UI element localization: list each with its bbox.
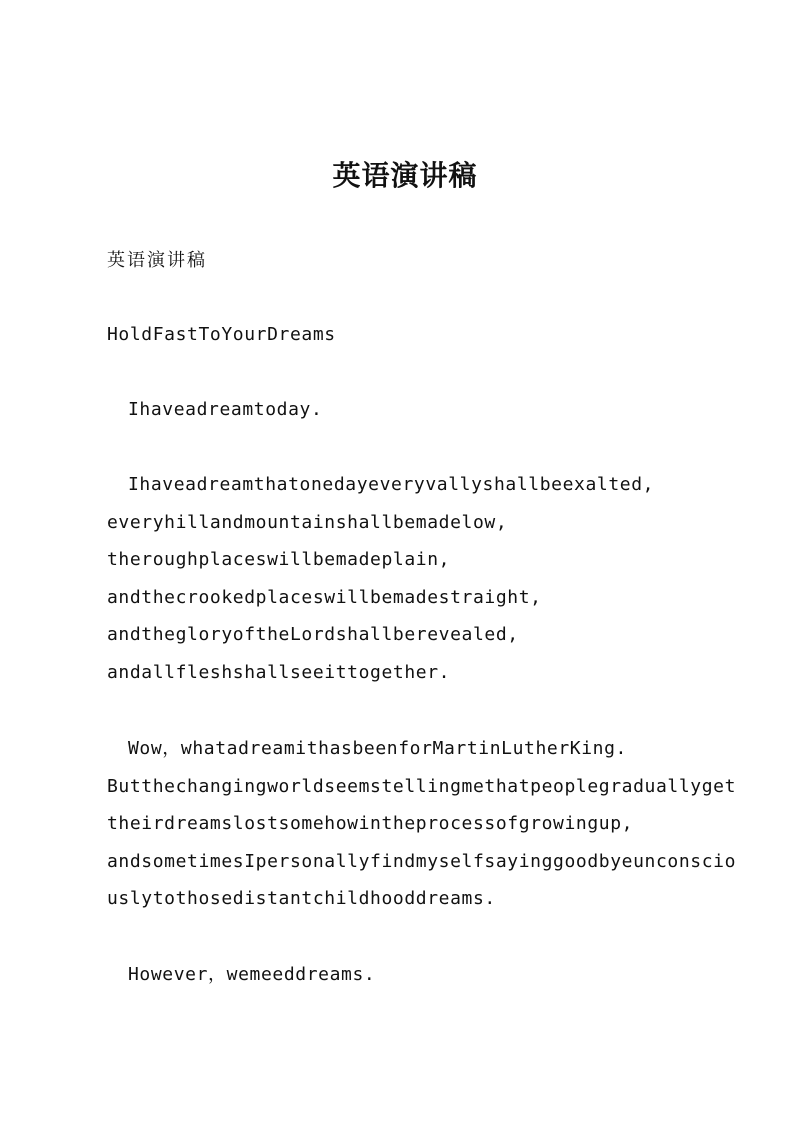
paragraph-3 [107, 730, 737, 918]
paragraph-line: theroughplaceswillbemadeplain, [107, 549, 451, 570]
paragraph-line: However，wemeeddreams. [128, 964, 376, 985]
subtitle-text: 英语演讲稿 [107, 250, 207, 271]
paragraph-line: Ihaveadreamtoday. [128, 399, 323, 420]
paragraph-line: andallfleshshallseeittogether. [107, 661, 451, 683]
paragraph-line: andsometimesIpersonallyfindmyselfsayinggoodbyeunconscio [107, 850, 737, 872]
paragraph-line: Butthechangingworldseemstellingmethatpeoplegraduallyget [107, 775, 737, 797]
paragraph-line: andthecrookedplaceswillbemadestraight, [107, 586, 542, 608]
speech-heading-text: HoldFastToYourDreams [107, 324, 336, 345]
paragraph-line: Wow，whatadreamithasbeenforMartinLutherKing. [128, 738, 627, 759]
paragraph-line: Ihaveadreamthatonedayeveryvallyshallbeexalted, [128, 474, 655, 495]
paragraph-4 [107, 956, 707, 994]
paragraph-line: andthegloryoftheLordshallberevealed, [107, 624, 519, 645]
paragraph-line: theirdreamslostsomehowintheprocessofgrowingup, [107, 813, 634, 834]
paragraph-1 [107, 391, 707, 429]
paragraph-line: uslytothosedistantchildhooddreams. [107, 888, 496, 909]
paragraph-2 [107, 466, 707, 691]
paragraph-line: everyhillandmountainshallbemadelow, [107, 511, 508, 533]
document-title: 英语演讲稿 [332, 159, 478, 192]
document-subtitle [107, 242, 707, 280]
speech-heading [107, 316, 707, 354]
